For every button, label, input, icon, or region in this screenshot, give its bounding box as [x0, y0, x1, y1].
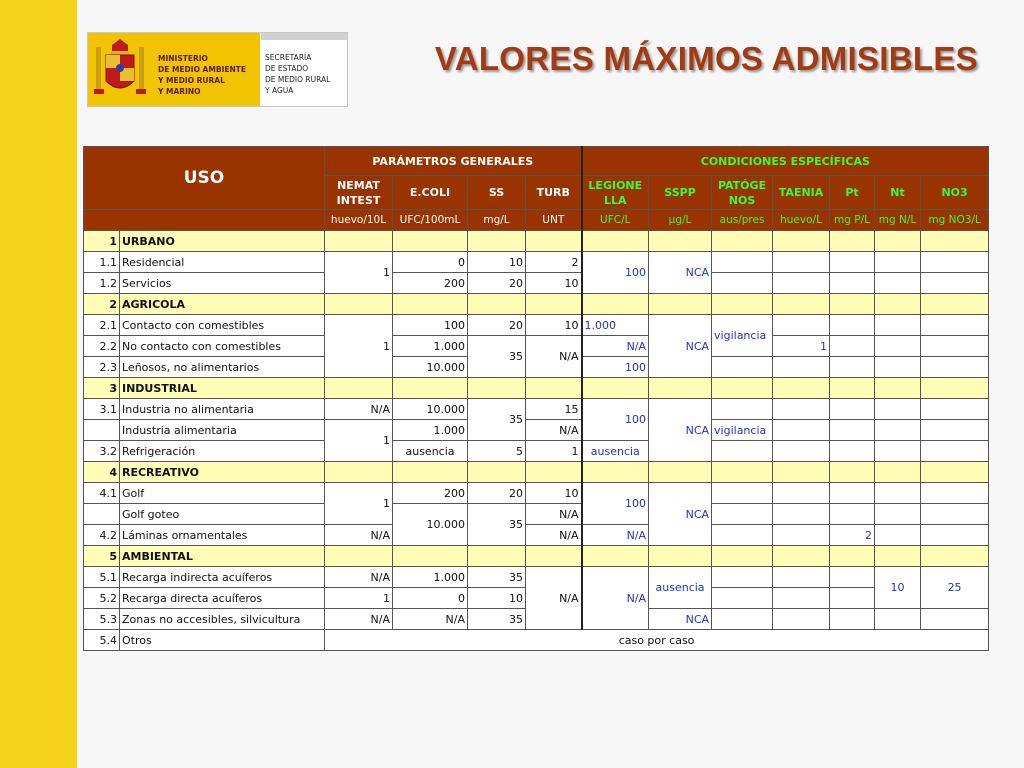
cell-turb: 15: [526, 399, 582, 420]
cell-ss: 35: [468, 336, 526, 378]
cell-turb: 10: [526, 273, 582, 294]
row-name: No contacto con comestibles: [120, 336, 325, 357]
row-name: Refrigeración: [120, 441, 325, 462]
row-number: 5.1: [84, 567, 120, 588]
cell-ss: 35: [468, 567, 526, 588]
cell-turb: N/A: [526, 567, 582, 630]
cell-ss: 35: [468, 504, 526, 546]
cell-ecoli: 1.000: [393, 420, 468, 441]
cell-nemat: 1: [325, 588, 393, 609]
cell-nt: 10: [875, 567, 921, 609]
secretaria-block: [261, 33, 347, 106]
cell-sspp: NCA: [649, 252, 712, 294]
row-number: 1.2: [84, 273, 120, 294]
cell-turb: 2: [526, 252, 582, 273]
section-number: 3: [84, 378, 120, 399]
section-name: AGRICOLA: [120, 294, 325, 315]
cell-nemat: 1: [325, 420, 393, 462]
specific-conditions-header: CONDICIONES ESPECÍFICAS: [582, 147, 989, 176]
col-turb: TURB: [526, 176, 582, 210]
cell-legionella: ausencia: [582, 441, 649, 462]
row-name: Residencial: [120, 252, 325, 273]
uso-header: USO: [84, 147, 325, 210]
table-row: [84, 336, 989, 357]
cell-ecoli: 1.000: [393, 567, 468, 588]
cell-nemat: 1: [325, 315, 393, 378]
secretaria-bar: [261, 33, 347, 40]
unit-no3: mg NO3/L: [921, 210, 989, 231]
section-number: 1: [84, 231, 120, 252]
row-number: 4.1: [84, 483, 120, 504]
table-row: [84, 630, 989, 651]
section-row-industrial: [84, 378, 989, 399]
cell-legionella: 100: [582, 357, 649, 378]
unit-nt: mg N/L: [875, 210, 921, 231]
cell-sspp: NCA: [649, 399, 712, 462]
cell-nemat: 1: [325, 252, 393, 294]
cell-sspp: ausencia: [649, 567, 712, 609]
row-name: Otros: [120, 630, 325, 651]
cell-pt: 2: [830, 525, 875, 546]
row-number: 5.3: [84, 609, 120, 630]
col-sspp: SSPP: [649, 176, 712, 210]
unit-patogenos: aus/pres: [712, 210, 773, 231]
cell-nemat: N/A: [325, 525, 393, 546]
section-name: AMBIENTAL: [120, 546, 325, 567]
row-name: Recarga directa acuíferos: [120, 588, 325, 609]
cell-sspp: NCA: [649, 609, 712, 630]
cell-ss: 10: [468, 252, 526, 273]
row-number: 5.4: [84, 630, 120, 651]
section-name: INDUSTRIAL: [120, 378, 325, 399]
secretaria-name: SECRETARÍA DE ESTADO DE MEDIO RURAL Y AGUA: [265, 53, 331, 95]
cell-ss: 5: [468, 441, 526, 462]
row-number: [84, 504, 120, 525]
cell-ecoli: 0: [393, 588, 468, 609]
unit-pt: mg P/L: [830, 210, 875, 231]
table-row: [84, 420, 989, 441]
cell-ss: 20: [468, 273, 526, 294]
page-title: VALORES MÁXIMOS ADMISIBLES: [434, 40, 978, 77]
unit-ecoli: UFC/100mL: [393, 210, 468, 231]
cell-ecoli: 100: [393, 315, 468, 336]
cell-legionella: 100: [582, 399, 649, 441]
row-name: Láminas ornamentales: [120, 525, 325, 546]
cell-ss: 20: [468, 483, 526, 504]
row-name: Zonas no accesibles, silvicultura: [120, 609, 325, 630]
table-row: [84, 504, 989, 525]
row-number: 3.2: [84, 441, 120, 462]
coat-of-arms-icon: [92, 37, 148, 101]
col-nt: Nt: [875, 176, 921, 210]
row-number: 2.2: [84, 336, 120, 357]
row-name: Industria alimentaria: [120, 420, 325, 441]
cell-legionella: N/A: [582, 567, 649, 630]
cell-turb: N/A: [526, 525, 582, 546]
section-number: 5: [84, 546, 120, 567]
row-name: Recarga indirecta acuíferos: [120, 567, 325, 588]
cell-nemat: N/A: [325, 567, 393, 588]
col-legionella: LEGIONE LLA: [582, 176, 649, 210]
cell-nemat: N/A: [325, 399, 393, 420]
cell-ss: 20: [468, 315, 526, 336]
cell-turb: N/A: [526, 336, 582, 378]
cell-sspp: NCA: [649, 315, 712, 378]
col-nemat: NEMAT INTEST: [325, 176, 393, 210]
cell-nemat: N/A: [325, 609, 393, 630]
section-row-ambiental: [84, 546, 989, 567]
units-row: [84, 210, 989, 231]
cell-ecoli: 10.000: [393, 399, 468, 420]
cell-ss: 10: [468, 588, 526, 609]
unit-nemat: huevo/10L: [325, 210, 393, 231]
cell-legionella: 1.000: [582, 315, 649, 336]
col-no3: NO3: [921, 176, 989, 210]
cell-ecoli: 10.000: [393, 357, 468, 378]
cell-ss: 35: [468, 399, 526, 441]
table-row: [84, 567, 989, 588]
section-name: URBANO: [120, 231, 325, 252]
row-number: 1.1: [84, 252, 120, 273]
table-row: [84, 315, 989, 336]
values-table: [83, 146, 989, 651]
table-row: [84, 252, 989, 273]
section-row-urbano: [84, 231, 989, 252]
table-row: [84, 483, 989, 504]
row-number: 3.1: [84, 399, 120, 420]
general-params-header: PARÁMETROS GENERALES: [325, 147, 582, 176]
unit-taenia: huevo/L: [773, 210, 830, 231]
ministry-logo: [87, 32, 348, 107]
cell-nemat: 1: [325, 483, 393, 525]
ministry-name: MINISTERIO DE MEDIO AMBIENTE Y MEDIO RURAL Y MARINO: [158, 54, 246, 96]
table-row: [84, 525, 989, 546]
row-name: Golf goteo: [120, 504, 325, 525]
cell-sspp: NCA: [649, 483, 712, 546]
section-row-agricola: [84, 294, 989, 315]
table-row: [84, 399, 989, 420]
table-row: [84, 273, 989, 294]
cell-ecoli: 0: [393, 252, 468, 273]
section-number: 2: [84, 294, 120, 315]
col-ss: SS: [468, 176, 526, 210]
section-number: 4: [84, 462, 120, 483]
cell-ecoli: 1.000: [393, 336, 468, 357]
row-number: 2.1: [84, 315, 120, 336]
cell-turb: N/A: [526, 504, 582, 525]
unit-sspp: µg/L: [649, 210, 712, 231]
section-name: RECREATIVO: [120, 462, 325, 483]
cell-legionella: 100: [582, 483, 649, 525]
cell-no3: 25: [921, 567, 989, 609]
table-row: [84, 441, 989, 462]
row-name: Servicios: [120, 273, 325, 294]
cell-legionella: 100: [582, 252, 649, 294]
cell-ecoli: N/A: [393, 609, 468, 630]
unit-legionella: UFC/L: [582, 210, 649, 231]
cell-legionella: N/A: [582, 525, 649, 546]
cell-turb: 10: [526, 483, 582, 504]
cell-turb: 1: [526, 441, 582, 462]
unit-blank: [84, 210, 325, 231]
cell-case-by-case: caso por caso: [325, 630, 989, 651]
section-row-recreativo: [84, 462, 989, 483]
ministry-logo-left: [88, 33, 260, 106]
cell-ecoli: 200: [393, 483, 468, 504]
cell-legionella: N/A: [582, 336, 649, 357]
row-number: 2.3: [84, 357, 120, 378]
col-ecoli: E.COLI: [393, 176, 468, 210]
col-pt: Pt: [830, 176, 875, 210]
unit-turb: UNT: [526, 210, 582, 231]
cell-patogenos: vigilancia: [712, 420, 773, 441]
header-row-groups: [84, 147, 989, 176]
cell-ss: 35: [468, 609, 526, 630]
row-number: [84, 420, 120, 441]
cell-ecoli: 10.000: [393, 504, 468, 546]
cell-turb: 10: [526, 315, 582, 336]
row-name: Contacto con comestibles: [120, 315, 325, 336]
row-number: 4.2: [84, 525, 120, 546]
cell-ecoli: ausencia: [393, 441, 468, 462]
row-name: Golf: [120, 483, 325, 504]
row-name: Industria no alimentaria: [120, 399, 325, 420]
cell-ecoli: 200: [393, 273, 468, 294]
col-patogenos: PATÓGE NOS: [712, 176, 773, 210]
unit-ss: mg/L: [468, 210, 526, 231]
cell-turb: N/A: [526, 420, 582, 441]
values-table-container: [83, 146, 988, 659]
row-number: 5.2: [84, 588, 120, 609]
cell-taenia: 1: [773, 336, 830, 357]
cell-patogenos: vigilancia: [712, 315, 773, 357]
row-name: Leñosos, no alimentarios: [120, 357, 325, 378]
col-taenia: TAENIA: [773, 176, 830, 210]
side-accent-bar: [0, 0, 77, 768]
